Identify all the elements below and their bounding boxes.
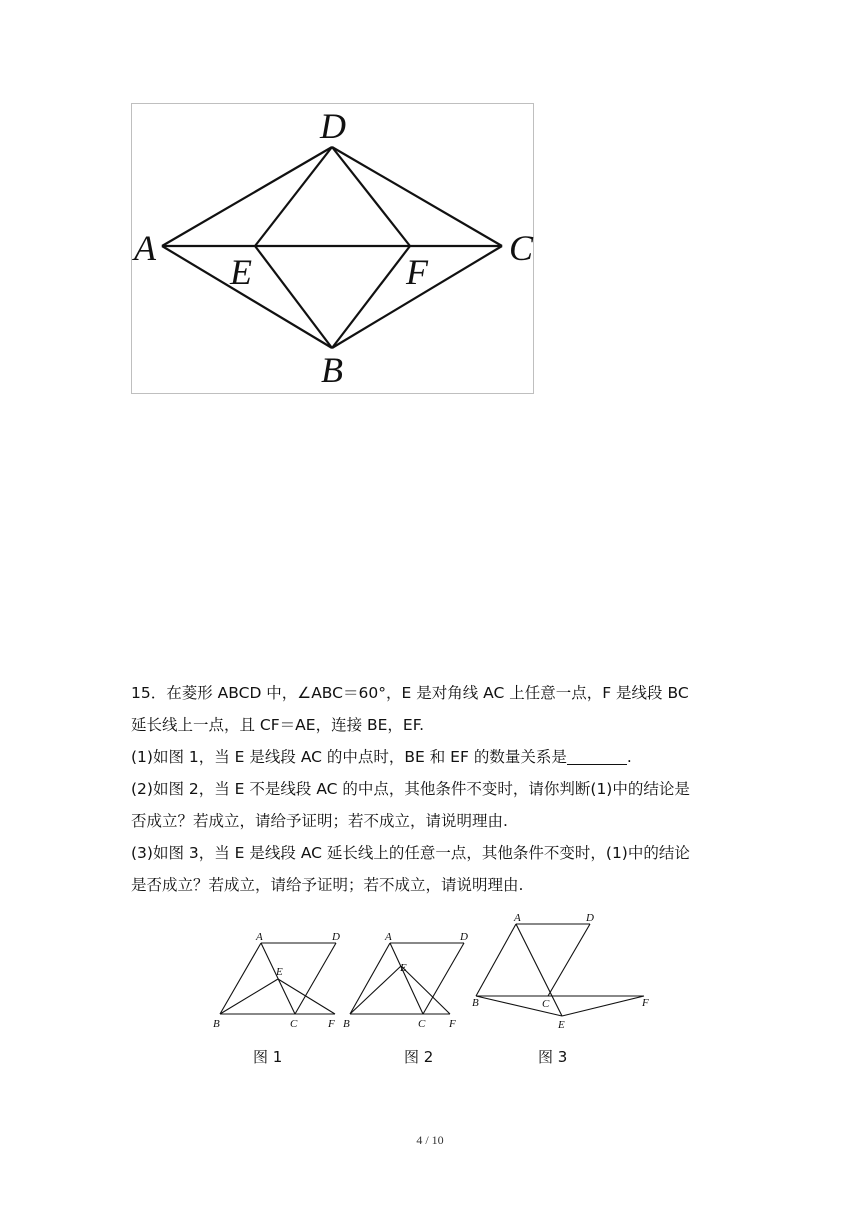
point-label-B: B bbox=[321, 350, 343, 390]
point-label-D: D bbox=[320, 106, 346, 146]
segment-DE bbox=[255, 147, 332, 246]
fig3-label-B: B bbox=[472, 997, 479, 1009]
fig3-label-A: A bbox=[514, 912, 521, 924]
point-label-A: A bbox=[134, 228, 156, 268]
fig1-label-F: F bbox=[328, 1018, 335, 1030]
segment-AD bbox=[162, 147, 332, 246]
fig1-label-B: B bbox=[213, 1018, 220, 1030]
problem-line-2: 延长线上一点，且 CF＝AE，连接 BE，EF. bbox=[131, 716, 425, 734]
fig3-label-E: E bbox=[558, 1019, 565, 1031]
fig2-label-A: A bbox=[385, 931, 392, 943]
figure-3-caption: 图 3 bbox=[538, 1048, 568, 1066]
point-label-F: F bbox=[406, 252, 428, 292]
problem-part-3-line-1: (3)如图 3，当 E 是线段 AC 延长线上的任意一点，其他条件不变时，(1)中的结论 bbox=[131, 844, 690, 862]
fig3-label-C: C bbox=[542, 998, 550, 1010]
fig1-label-C: C bbox=[290, 1018, 298, 1030]
problem-number: 15． bbox=[131, 684, 167, 702]
segment-DC bbox=[332, 147, 502, 246]
fig2-label-F: F bbox=[449, 1018, 456, 1030]
problem-part-2-line-2: 否成立？若成立，请给予证明；若不成立，请说明理由. bbox=[131, 812, 508, 830]
fig3-label-D: D bbox=[586, 912, 594, 924]
fig3-label-F: F bbox=[642, 997, 649, 1009]
fig1-label-D: D bbox=[332, 931, 340, 943]
answer-blank bbox=[567, 748, 627, 765]
part-1-end: . bbox=[626, 748, 632, 766]
fig2-label-D: D bbox=[460, 931, 468, 943]
point-label-E: E bbox=[230, 252, 252, 292]
segment-BE bbox=[255, 246, 332, 348]
problem-part-3-line-2: 是否成立？若成立，请给予证明；若不成立，请说明理由. bbox=[131, 876, 524, 894]
problem-statement-1: 在菱形 ABCD 中，∠ABC＝60°，E 是对角线 AC 上任意一点，F 是线段 BC bbox=[166, 684, 689, 702]
rhombus-lines bbox=[162, 147, 502, 348]
part-1-text: (1)如图 1，当 E 是线段 AC 的中点时，BE 和 EF 的数量关系是 bbox=[131, 748, 567, 766]
main-figure bbox=[131, 103, 534, 394]
fig2-label-B: B bbox=[343, 1018, 350, 1030]
segment-BF bbox=[332, 246, 410, 348]
figure-1-diagram bbox=[208, 930, 348, 1032]
figure-3-diagram bbox=[468, 910, 658, 1036]
problem-line-1 bbox=[131, 677, 731, 709]
problem-part-1 bbox=[131, 741, 731, 773]
fig2-label-E: E bbox=[400, 962, 407, 974]
problem-part-2-line-1: (2)如图 2，当 E 不是线段 AC 的中点，其他条件不变时，请你判断(1)中的结论是 bbox=[131, 780, 690, 798]
page-number: 4 / 10 bbox=[416, 1133, 444, 1147]
rhombus-diagram bbox=[132, 104, 535, 395]
segment-DF bbox=[332, 147, 410, 246]
figure-1-caption: 图 1 bbox=[253, 1048, 283, 1066]
figure-2-caption: 图 2 bbox=[404, 1048, 434, 1066]
fig2-label-C: C bbox=[418, 1018, 426, 1030]
fig1-label-A: A bbox=[256, 931, 263, 943]
problem-15 bbox=[131, 677, 731, 901]
fig1-label-E: E bbox=[276, 966, 283, 978]
point-label-C: C bbox=[509, 228, 534, 268]
figure-2-diagram bbox=[338, 930, 478, 1032]
